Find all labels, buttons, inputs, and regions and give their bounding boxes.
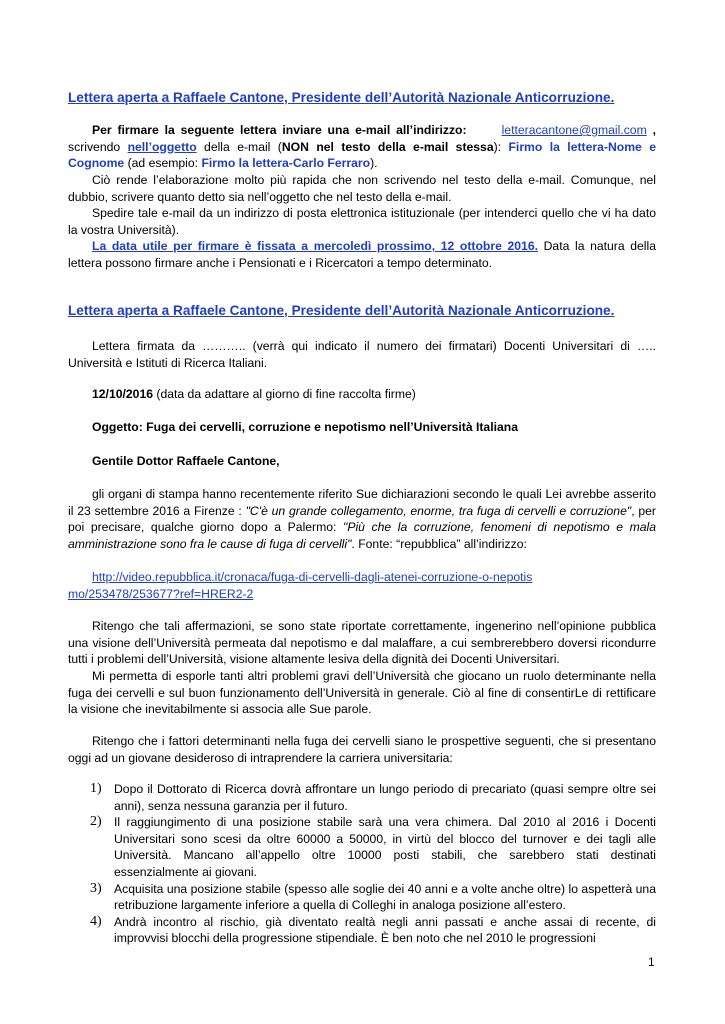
- intro-text: Data la natura della lettera possono firmare anche i Pensionati e i Ricercatori a tempo determinato.: [68, 239, 656, 270]
- intro-text: ).: [370, 156, 378, 171]
- body-text: . Fonte: “repubblica” all’indirizzo:: [351, 536, 527, 551]
- page-number: 1: [648, 955, 655, 969]
- list-text: Dopo il Dottorato di Ricerca dovrà affrontare un lungo periodo di precariato (quasi sempre oltre sei anni), senza nessuna garanzia per il futuro.: [114, 782, 656, 813]
- intro-paragraph-2: Ciò rende l’elaborazione molto più rapida che non scrivendo nel testo della e-mail. Comunque, nel dubbio, scrivere quanto detto sia nell’oggetto che nel testo della e-mail.: [68, 173, 656, 204]
- list-text: Il raggiungimento di una posizione stabile sarà una vera chimera. Dal 2010 al 2016 i Docenti Universitari sono scesi da oltre 60000 a 50000, in virtù del blocco del turnover e dei tagli alle Università. Mancano all’appello oltre 10000 posti stabili, che sarebbero stati destinati essenzialmente ai giovani.: [114, 815, 656, 879]
- body-paragraph-4: Ritengo che i fattori determinanti nella fuga dei cervelli siano le prospettive seguenti, che si presentano oggi ad un giovane desideroso di intraprendere la carriera universitaria:: [68, 734, 656, 765]
- intro-text: della e-mail (: [204, 139, 282, 154]
- quote-firenze: "C'è un grande collegamento, enorme, tra fuga di cervelli e corruzione": [245, 503, 632, 518]
- list-text: Acquisita una posizione stabile (spesso alle soglie dei 40 anni e a volte anche oltre) lo aspetterà una retribuzione largamente inferiore a quella di Colleghi in analoga posizione all’estero.: [114, 881, 656, 913]
- deadline-text: La data utile per firmare è fissata a mercoledì prossimo, 12 ottobre 2016.: [92, 239, 538, 253]
- date-note: (data da adattare al giorno di fine raccolta firme): [156, 387, 416, 401]
- list-item: [90, 914, 656, 947]
- intro-text: Per firmare la seguente lettera inviare una e-mail all’indirizzo:: [92, 123, 467, 137]
- heading-intro: Lettera aperta a Raffaele Cantone, Presidente dell’Autorità Nazionale Anticorruzione.: [68, 90, 615, 105]
- subject-format: Firmo la lettera-Nome e Cognome: [68, 139, 656, 171]
- intro-paragraph-1: [68, 122, 656, 172]
- intro-text: ):: [493, 139, 502, 154]
- intro-paragraph-4: [68, 238, 656, 271]
- list-item: [90, 781, 656, 814]
- list-text: Andrà incontro al rischio, già diventato realtà negli anni passati e anche assai di recente, di improvvisi blocchi della progressione stipendiale. È ben noto che nel 2010 le progressioni: [114, 914, 656, 946]
- non-highlight: NON nel testo della e-mail stessa: [281, 139, 494, 154]
- email-link[interactable]: letteracantone@gmail.com: [501, 123, 647, 137]
- date-line: [68, 386, 656, 403]
- body-text: gli organi di stampa hanno recentemente riferito Sue dichiarazioni secondo le quali Lei avrebbe asserito il 23 settembre 2016 a Firenze :: [68, 487, 656, 518]
- body-paragraph-1: [68, 486, 656, 552]
- body-text: , per poi precisare, qualche giorno dopo a Palermo:: [68, 503, 656, 535]
- factors-list: [90, 781, 656, 947]
- subject-example: Firmo la lettera-Carlo Ferraro: [201, 156, 371, 171]
- list-number: 4): [90, 913, 102, 929]
- letter-salutation: Gentile Dottor Raffaele Cantone,: [92, 454, 280, 468]
- quote-palermo: "Più che la corruzione, fenomeni di nepotismo e mala amministrazione sono fra le cause di fuga di cervelli": [68, 520, 656, 551]
- list-number: 1): [90, 781, 102, 796]
- letter-subject: Oggetto: Fuga dei cervelli, corruzione e nepotismo nell’Università Italiana: [92, 420, 518, 434]
- signed-by-paragraph: Lettera firmata da ……….. (verrà qui indicato il numero dei firmatari) Docenti Universitari di ….. Università e Istituti di Ricerca Italiani.: [68, 339, 656, 370]
- intro-text: scrivendo: [68, 139, 121, 154]
- body-paragraph-3: Mi permetta di esporle tanti altri problemi gravi dell’Università che giocano un ruolo determinante nella fuga dei cervelli e sul buon funzionamento dell’Università in generale. Ciò al fine di consentirLe di rettificare la visione che inevitabilmente si associa alle Sue parole.: [68, 669, 656, 717]
- list-item: [90, 814, 656, 880]
- intro-text: ,: [652, 123, 656, 137]
- heading-letter: Lettera aperta a Raffaele Cantone, Presidente dell’Autorità Nazionale Anticorruzione.: [68, 303, 615, 318]
- intro-paragraph-3: Spedire tale e-mail da un indirizzo di posta elettronica istituzionale (per intenderci quello che vi ha dato la vostra Università).: [68, 206, 656, 237]
- list-item: [90, 881, 656, 914]
- oggetto-highlight: nell’oggetto: [127, 139, 197, 154]
- letter-date: 12/10/2016: [92, 387, 153, 401]
- list-number: 2): [90, 814, 102, 830]
- body-paragraph-2: Ritengo che tali affermazioni, se sono state riportate correttamente, ingenerino nell’opinione pubblica una visione dell’Università permeata dal nepotismo e dal malaffare, a cui sembrerebbero doversi ricondurre tutti i problemi dell’Università, visione altamente lesiva della dignità dei Docenti Universitari.: [68, 619, 656, 667]
- repubblica-video-link[interactable]: http://video.repubblica.it/cronaca/fuga-di-cervelli-dagli-atenei-corruzione-o-nepotismo/253478/253677?ref=HRER2-2: [68, 570, 533, 601]
- intro-text: (ad esempio:: [127, 156, 199, 171]
- source-paragraph: [68, 569, 538, 602]
- list-number: 3): [90, 880, 102, 896]
